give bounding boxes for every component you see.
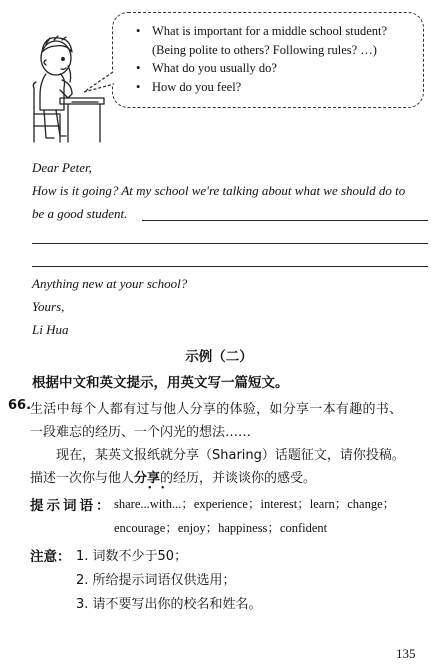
speech-bubble-tail [80,70,120,100]
line4-part-c: 的经历，并谈谈你的感受。 [160,471,317,486]
question-text-line4 [30,467,316,486]
question-number: 66. [8,398,32,413]
bubble-prompts [136,22,426,96]
letter-salutation: Dear Peter, [32,160,92,175]
writing-line [32,243,428,244]
note-item: 1. 词数不少于50； [76,549,188,564]
note-item: 3. 请不要写出你的校名和姓名。 [76,597,262,612]
hint-words-line1: share...with...；experience；interest；learn；change； [114,497,396,511]
example-heading: 示例（二） [185,349,253,365]
page-number: 135 [396,646,416,661]
emphasized-share: 分享 [134,471,161,486]
bubble-item: • What do you usually do? [136,59,426,78]
question-text-line3: 现在，某英文报纸就分享（Sharing）话题征文，请你投稿。 [56,448,405,463]
question-text-line1: 生活中每个人都有过与他人分享的体验，如分享一本有趣的书、 [30,402,403,417]
note-label: 注意： [30,549,71,565]
writing-line [142,220,428,221]
letter-body-line2: be a good student. [32,206,128,221]
bubble-item: • What is important for a middle school student? [136,22,426,41]
letter-body-line1: How is it going? At my school we're talking about what we should do to [32,183,406,198]
hint-words-line2: encourage；enjoy；happiness；confident [114,521,328,535]
letter-signoff: Yours, [32,299,65,314]
example-instruction: 根据中文和英文提示，用英文写一篇短文。 [32,375,289,391]
emphasis-dot: • [148,483,152,494]
note-item: 2. 所给提示词语仅供选用； [76,573,236,588]
emphasis-dot: • [161,483,165,494]
line4-part-a: 描述一次你与他人 [30,471,135,486]
letter-closing-question: Anything new at your school? [32,276,188,291]
bubble-item: (Being polite to others? Following rules? …) [152,42,377,57]
letter-name: Li Hua [32,322,69,337]
writing-line [32,266,428,267]
hint-label: 提示词语： [30,498,113,514]
question-text-line2: 一段难忘的经历、一个闪光的想法…… [30,425,252,440]
bubble-item: • How do you feel? [136,78,426,97]
